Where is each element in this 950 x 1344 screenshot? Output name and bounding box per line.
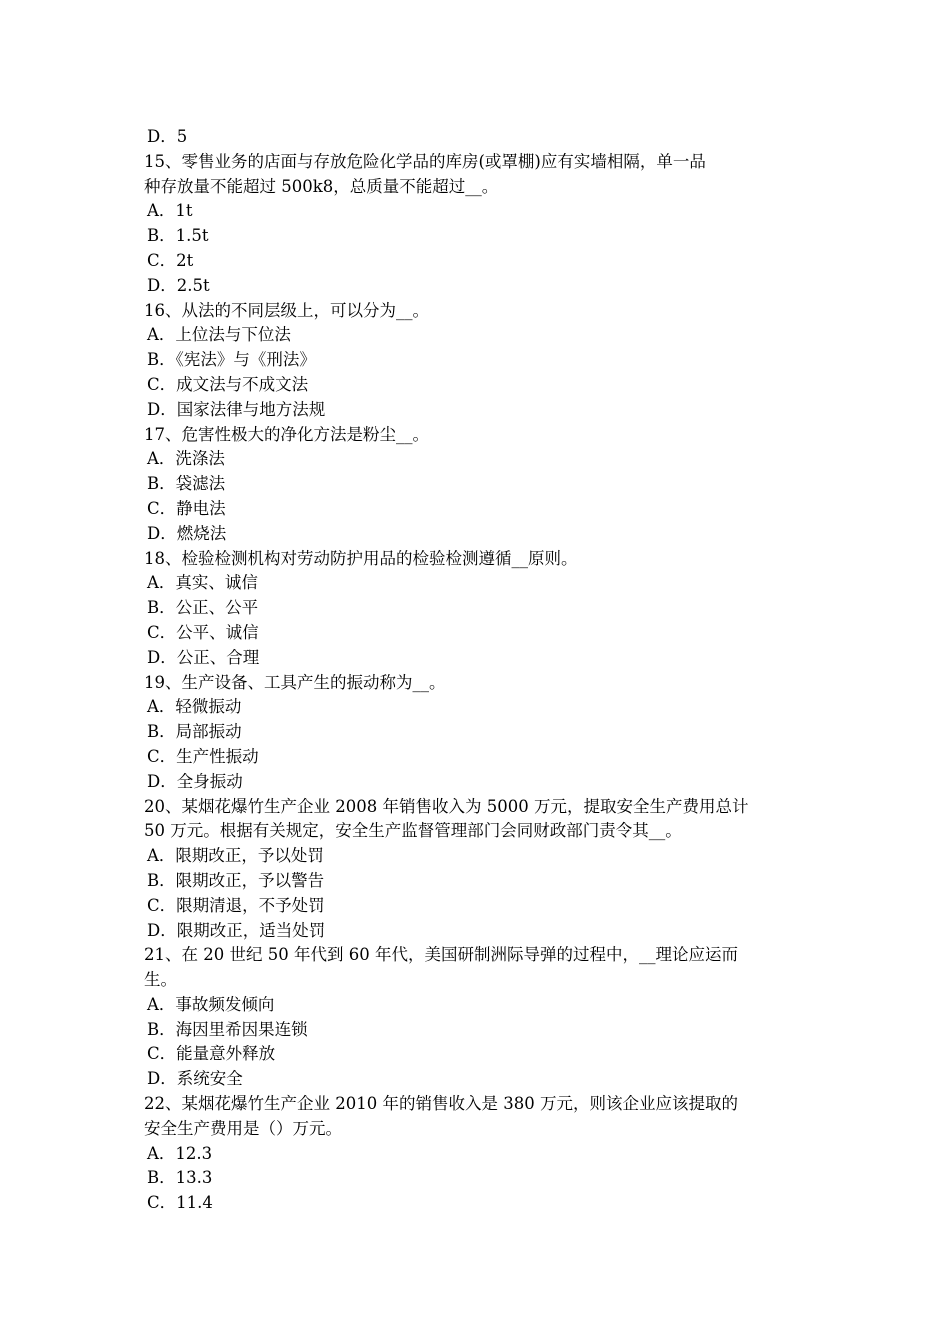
option-text: 《宪法》与《刑法》 [175,350,316,370]
option-text: 2t [176,250,194,270]
option-line [144,1018,809,1043]
option-line [144,1042,809,1067]
option-label: D． [147,127,177,146]
option-text: 1.5t [175,226,209,246]
option-text: 全身振动 [176,771,243,791]
question-text: 15、零售业务的店面与存放危险化学品的库房(或罩棚)应有实墙相隔，单一品 [144,151,706,171]
option-text: 公平、诚信 [176,622,259,642]
option-label: C． [147,250,177,270]
question-text: 50 万元。根据有关规定，安全生产监督管理部门会同财政部门责令其__。 [144,821,682,841]
option-text: 1t [175,201,193,221]
option-line [144,398,809,423]
option-text: 12.3 [175,1143,213,1163]
option-label: D． [147,920,177,940]
option-text: 限期改正，适当处罚 [176,920,326,940]
option-line [144,993,809,1018]
option-text: 洗涤法 [175,449,225,469]
option-line [144,472,809,497]
option-line [144,274,809,299]
option-label: A． [147,573,176,593]
question-text: 19、生产设备、工具产生的振动称为__。 [144,672,446,692]
option-line [144,323,809,348]
option-text: 限期改正，予以处罚 [175,846,324,866]
option-label: C． [147,498,177,518]
option-label: C． [147,622,177,642]
option-line [144,571,809,596]
option-line [144,497,809,522]
option-label: A． [147,449,176,469]
option-line [144,621,809,646]
option-line [144,646,809,671]
question-block [144,1092,809,1216]
option-text: 袋滤法 [175,474,226,494]
question-block [144,943,809,1092]
option-label: C． [147,1193,177,1213]
option-label: A． [147,697,176,717]
option-text: 系统安全 [176,1069,243,1089]
question-text: 18、检验检测机构对劳动防护用品的检验检测遵循__原则。 [144,548,578,568]
option-line [144,1067,809,1092]
option-label: C． [147,1044,177,1064]
option-line [144,894,809,919]
option-label: B． [147,226,176,246]
option-text: 燃烧法 [176,523,227,543]
option-text: 能量意外释放 [176,1044,276,1064]
option-text: 国家法律与地方法规 [176,399,326,419]
option-text: 海因里希因果连锁 [175,1019,308,1039]
question-block [144,299,809,423]
option-text: 11.4 [176,1193,213,1213]
option-line [144,1166,809,1191]
option-line [144,447,809,472]
question-text: 安全生产费用是（）万元。 [144,1118,342,1138]
option-label: D． [147,523,177,543]
option-text: 13.3 [175,1168,213,1188]
option-line [144,224,809,249]
option-label: A． [147,1143,176,1163]
question-block [144,547,809,671]
option-line [144,770,809,795]
option-line [144,249,809,274]
option-text: 上位法与下位法 [175,325,291,345]
question-text: 种存放量不能超过 500k8，总质量不能超过__。 [144,176,499,196]
option-line [144,522,809,547]
option-line [144,745,809,770]
option-line [144,125,809,150]
option-text: 限期清退，不予处罚 [176,895,325,915]
option-line [144,1191,809,1216]
option-label: A． [147,846,176,866]
option-line [144,844,809,869]
option-line [144,199,809,224]
option-text: 5 [176,127,188,146]
question-text: 16、从法的不同层级上，可以分为__。 [144,300,429,320]
option-label: B． [147,598,176,618]
question-block [144,150,809,299]
option-label: C． [147,895,177,915]
option-label: B． [147,722,176,742]
option-text: 轻微振动 [175,697,242,717]
option-label: C． [147,746,177,766]
option-text: 2.5t [176,275,210,295]
option-text: 公正、合理 [176,647,260,667]
question-text: 20、某烟花爆竹生产企业 2008 年销售收入为 5000 万元，提取安全生产费用总计 [144,796,749,816]
question-block [144,423,809,547]
question-text: 21、在 20 世纪 50 年代到 60 年代，美国研制洲际导弹的过程中，__理论应运而 [144,945,738,965]
option-text: 公正、公平 [175,598,259,618]
option-label: B． [147,1168,176,1188]
option-line [144,1142,809,1167]
option-label: B． [147,1019,176,1039]
option-label: B． [147,350,176,370]
option-line [144,869,809,894]
option-label: D． [147,1069,177,1089]
question-text: 生。 [144,970,177,990]
option-label: D． [147,771,177,791]
option-text: 静电法 [176,498,226,518]
option-text: 限期改正，予以警告 [175,870,325,890]
option-label: B． [147,870,176,890]
document-page [144,125,809,1216]
question-block [144,671,809,795]
option-text: 成文法与不成文法 [176,374,309,394]
option-text: 真实、诚信 [175,573,258,593]
option-label: B． [147,474,176,494]
option-label: A． [147,994,176,1014]
option-line [144,596,809,621]
option-label: A． [147,201,176,221]
option-line [144,720,809,745]
option-text: 生产性振动 [176,746,259,766]
option-line [144,695,809,720]
option-line [144,373,809,398]
option-text: 事故频发倾向 [175,994,275,1014]
option-label: D． [147,275,177,295]
question-text: 17、危害性极大的净化方法是粉尘__。 [144,424,429,444]
option-label: C． [147,374,177,394]
question-list [144,150,809,1216]
question-text: 22、某烟花爆竹生产企业 2010 年的销售收入是 380 万元，则该企业应该提取的 [144,1094,738,1114]
option-text: 局部振动 [175,722,242,742]
question-block [144,795,809,944]
option-label: D． [147,399,177,419]
option-label: A． [147,325,176,345]
option-label: D． [147,647,177,667]
option-line [144,348,809,373]
option-line [144,919,809,944]
